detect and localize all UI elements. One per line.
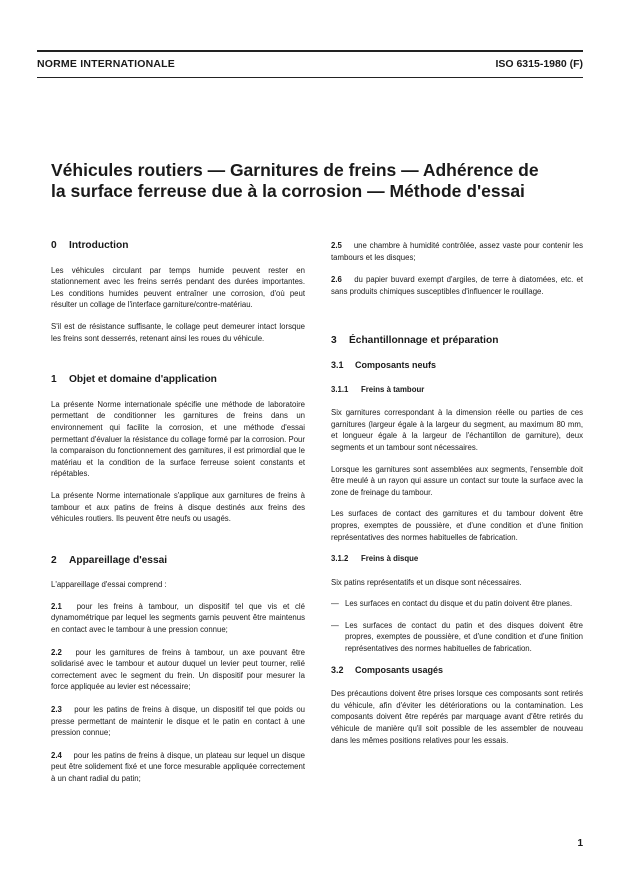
document-title <box>51 160 591 202</box>
clause-text: pour les patins de freins à disque, un dispositif tel que poids ou presse permettant de maintenir le disque et le patin en contact à une pression connue; <box>51 705 305 738</box>
standard-reference: ISO 6315-1980 (F) <box>495 58 583 70</box>
clause-2-2 <box>51 647 305 693</box>
drum-paragraph-1: Six garnitures correspondant à la dimension réelle ou parties de ces garnitures (largeur égale à la largeur du segment, au maximum 80 mm, et longueur égale à la largeur de l'échantillon de garniture), deux segments et un tambour sont nécessaires. <box>331 408 583 452</box>
section-heading-apparatus <box>51 555 305 567</box>
dash-marker: — <box>331 620 339 630</box>
title-line-1: Véhicules routiers — Garnitures de freins — Adhérence de <box>51 160 539 180</box>
intro-paragraph-1: Les véhicules circulant par temps humide peuvent rester en stationnement avec les freins serrés pendant des durées importantes. Les conditions humides peuvent entraîner une corrosion, d'où peut résulter un collage de l'interface garniture/contre-matériau. <box>51 265 305 310</box>
clause-number: 2.5 <box>331 241 342 250</box>
scope-paragraph-2: La présente Norme internationale s'applique aux garnitures de freins à tambour et aux patins de freins à disque destinés aux freins des véhicules routiers. Ils peuvent être neufs ou usagés. <box>51 490 305 524</box>
subsubsection-heading-drum-brakes <box>331 384 583 396</box>
used-paragraph-1: Des précautions doivent être prises lorsque ces composants sont retirés du véhicule, afin d'éviter les détériorations ou la contamination. Les composants doivent être repérés par marquage avant d'être retirés du véhicule de manière qu'il soit possible de les assembler de nouveau dans les mêmes positions relatives pour les essais. <box>331 689 583 745</box>
apparatus-lead: L'appareillage d'essai comprend : <box>51 580 167 590</box>
clause-2-3 <box>51 704 305 739</box>
clause-text: pour les garnitures de freins à tambour, un axe pouvant être solidarisé avec le tambour et autour duquel un levier peut tourner, relié correctement avec le segment du frein. Un dispositif pour mesurer la force appliquée au levier est nécessaire; <box>51 647 305 692</box>
right-column <box>331 240 583 756</box>
section-number: 2 <box>51 554 57 566</box>
section-title: Objet et domaine d'application <box>69 374 217 386</box>
left-column <box>51 240 305 796</box>
subsection-heading-new-components <box>331 360 583 372</box>
section-heading-introduction <box>51 240 305 252</box>
drum-paragraph-2: Lorsque les garnitures sont assemblées aux segments, l'ensemble doit être meulé à un rayon qui assure un contact sur toute la surface avec la zone de freinage du tambour. <box>331 464 583 497</box>
list-item-text: Les surfaces en contact du disque et du patin doivent être planes. <box>345 599 573 609</box>
clause-2-5 <box>331 240 583 263</box>
clause-number: 2.6 <box>331 275 342 285</box>
section-title: Appareillage d'essai <box>69 554 168 566</box>
subsection-number: 3.1 <box>331 359 344 370</box>
clause-text: pour les patins de freins à disque, un plateau sur lequel un disque peut être solidement fixé et une force mesurable appliquée correctement à un chant radial du patin; <box>51 750 305 783</box>
title-line-2: la surface ferreuse due à la corrosion — Méthode d'essai <box>51 181 525 201</box>
header-rule-bottom <box>37 77 583 78</box>
scope-paragraph-1: La présente Norme internationale spécifie une méthode de laboratoire permettant de conditionner les garnitures de freins dans un environnement qui facilite la corrosion, et une méthode d'essai permettant d'évaluer la résistance du collage formé par la corrosion. Pour la comparaison du fonctionnement des garnitures, il est primordial que le matériau et la condition de la surface ferreuse soient constants et répétables. <box>51 399 305 479</box>
clause-number: 2.1 <box>51 601 62 611</box>
header-rule-top <box>37 50 583 52</box>
section-heading-sampling <box>331 335 583 347</box>
clause-text: pour les freins à tambour, un dispositif tel que vis et clé dynamométrique par lequel les segments garnis peuvent être maintenus en contact avec le tambour à une pression connue; <box>51 601 305 635</box>
subsection-number: 3.2 <box>331 664 344 675</box>
disc-paragraph-1: Six patins représentatifs et un disque sont nécessaires. <box>331 577 522 587</box>
section-number: 3 <box>331 335 337 347</box>
subsection-title: Composants usagés <box>355 664 444 675</box>
drum-paragraph-3: Les surfaces de contact des garnitures et du tambour doivent être propres, exemptes de poussière, et d'une condition et d'une finition représentatives des normes habituelles de fabrication. <box>331 509 583 542</box>
page-number: 1 <box>577 838 583 849</box>
subsection-title: Composants neufs <box>355 359 437 370</box>
subsubsection-title: Freins à disque <box>361 554 419 564</box>
section-number: 0 <box>51 240 57 251</box>
clause-number: 2.2 <box>51 647 62 657</box>
section-title: Introduction <box>69 240 129 251</box>
list-item-text: Les surfaces de contact du patin et des disques doivent être propres, exemptes de poussière, et d'une condition et d'une finition représentatives des normes habituelles de fabrication. <box>345 620 583 654</box>
clause-number: 2.3 <box>51 705 62 715</box>
clause-2-6 <box>331 274 583 297</box>
clause-2-4 <box>51 750 305 785</box>
clause-number: 2.4 <box>51 750 62 760</box>
dash-marker: — <box>331 599 339 609</box>
subsubsection-title: Freins à tambour <box>361 384 425 394</box>
clause-text: une chambre à humidité contrôlée, assez vaste pour contenir les tambours et les disques; <box>331 241 584 262</box>
clause-2-1 <box>51 601 305 636</box>
subsection-heading-used-components <box>331 665 583 677</box>
section-number: 1 <box>51 374 57 386</box>
section-heading-scope <box>51 374 305 386</box>
clause-text: du papier buvard exempt d'argiles, de terre à diatomées, etc. et sans produits chimiques susceptibles d'influencer le rouillage. <box>331 275 583 296</box>
disc-list-item <box>331 620 583 655</box>
subsubsection-heading-disc-brakes <box>331 553 583 565</box>
standard-type-label: NORME INTERNATIONALE <box>37 58 175 70</box>
subsubsection-number: 3.1.1 <box>331 384 349 394</box>
disc-list-item <box>331 598 583 610</box>
intro-paragraph-2: S'il est de résistance suffisante, le collage peut demeurer intact lorsque les freins sont desserrés, retenant ainsi les roues du véhicule. <box>51 321 305 343</box>
subsubsection-number: 3.1.2 <box>331 554 349 564</box>
section-title: Échantillonnage et préparation <box>349 335 499 347</box>
